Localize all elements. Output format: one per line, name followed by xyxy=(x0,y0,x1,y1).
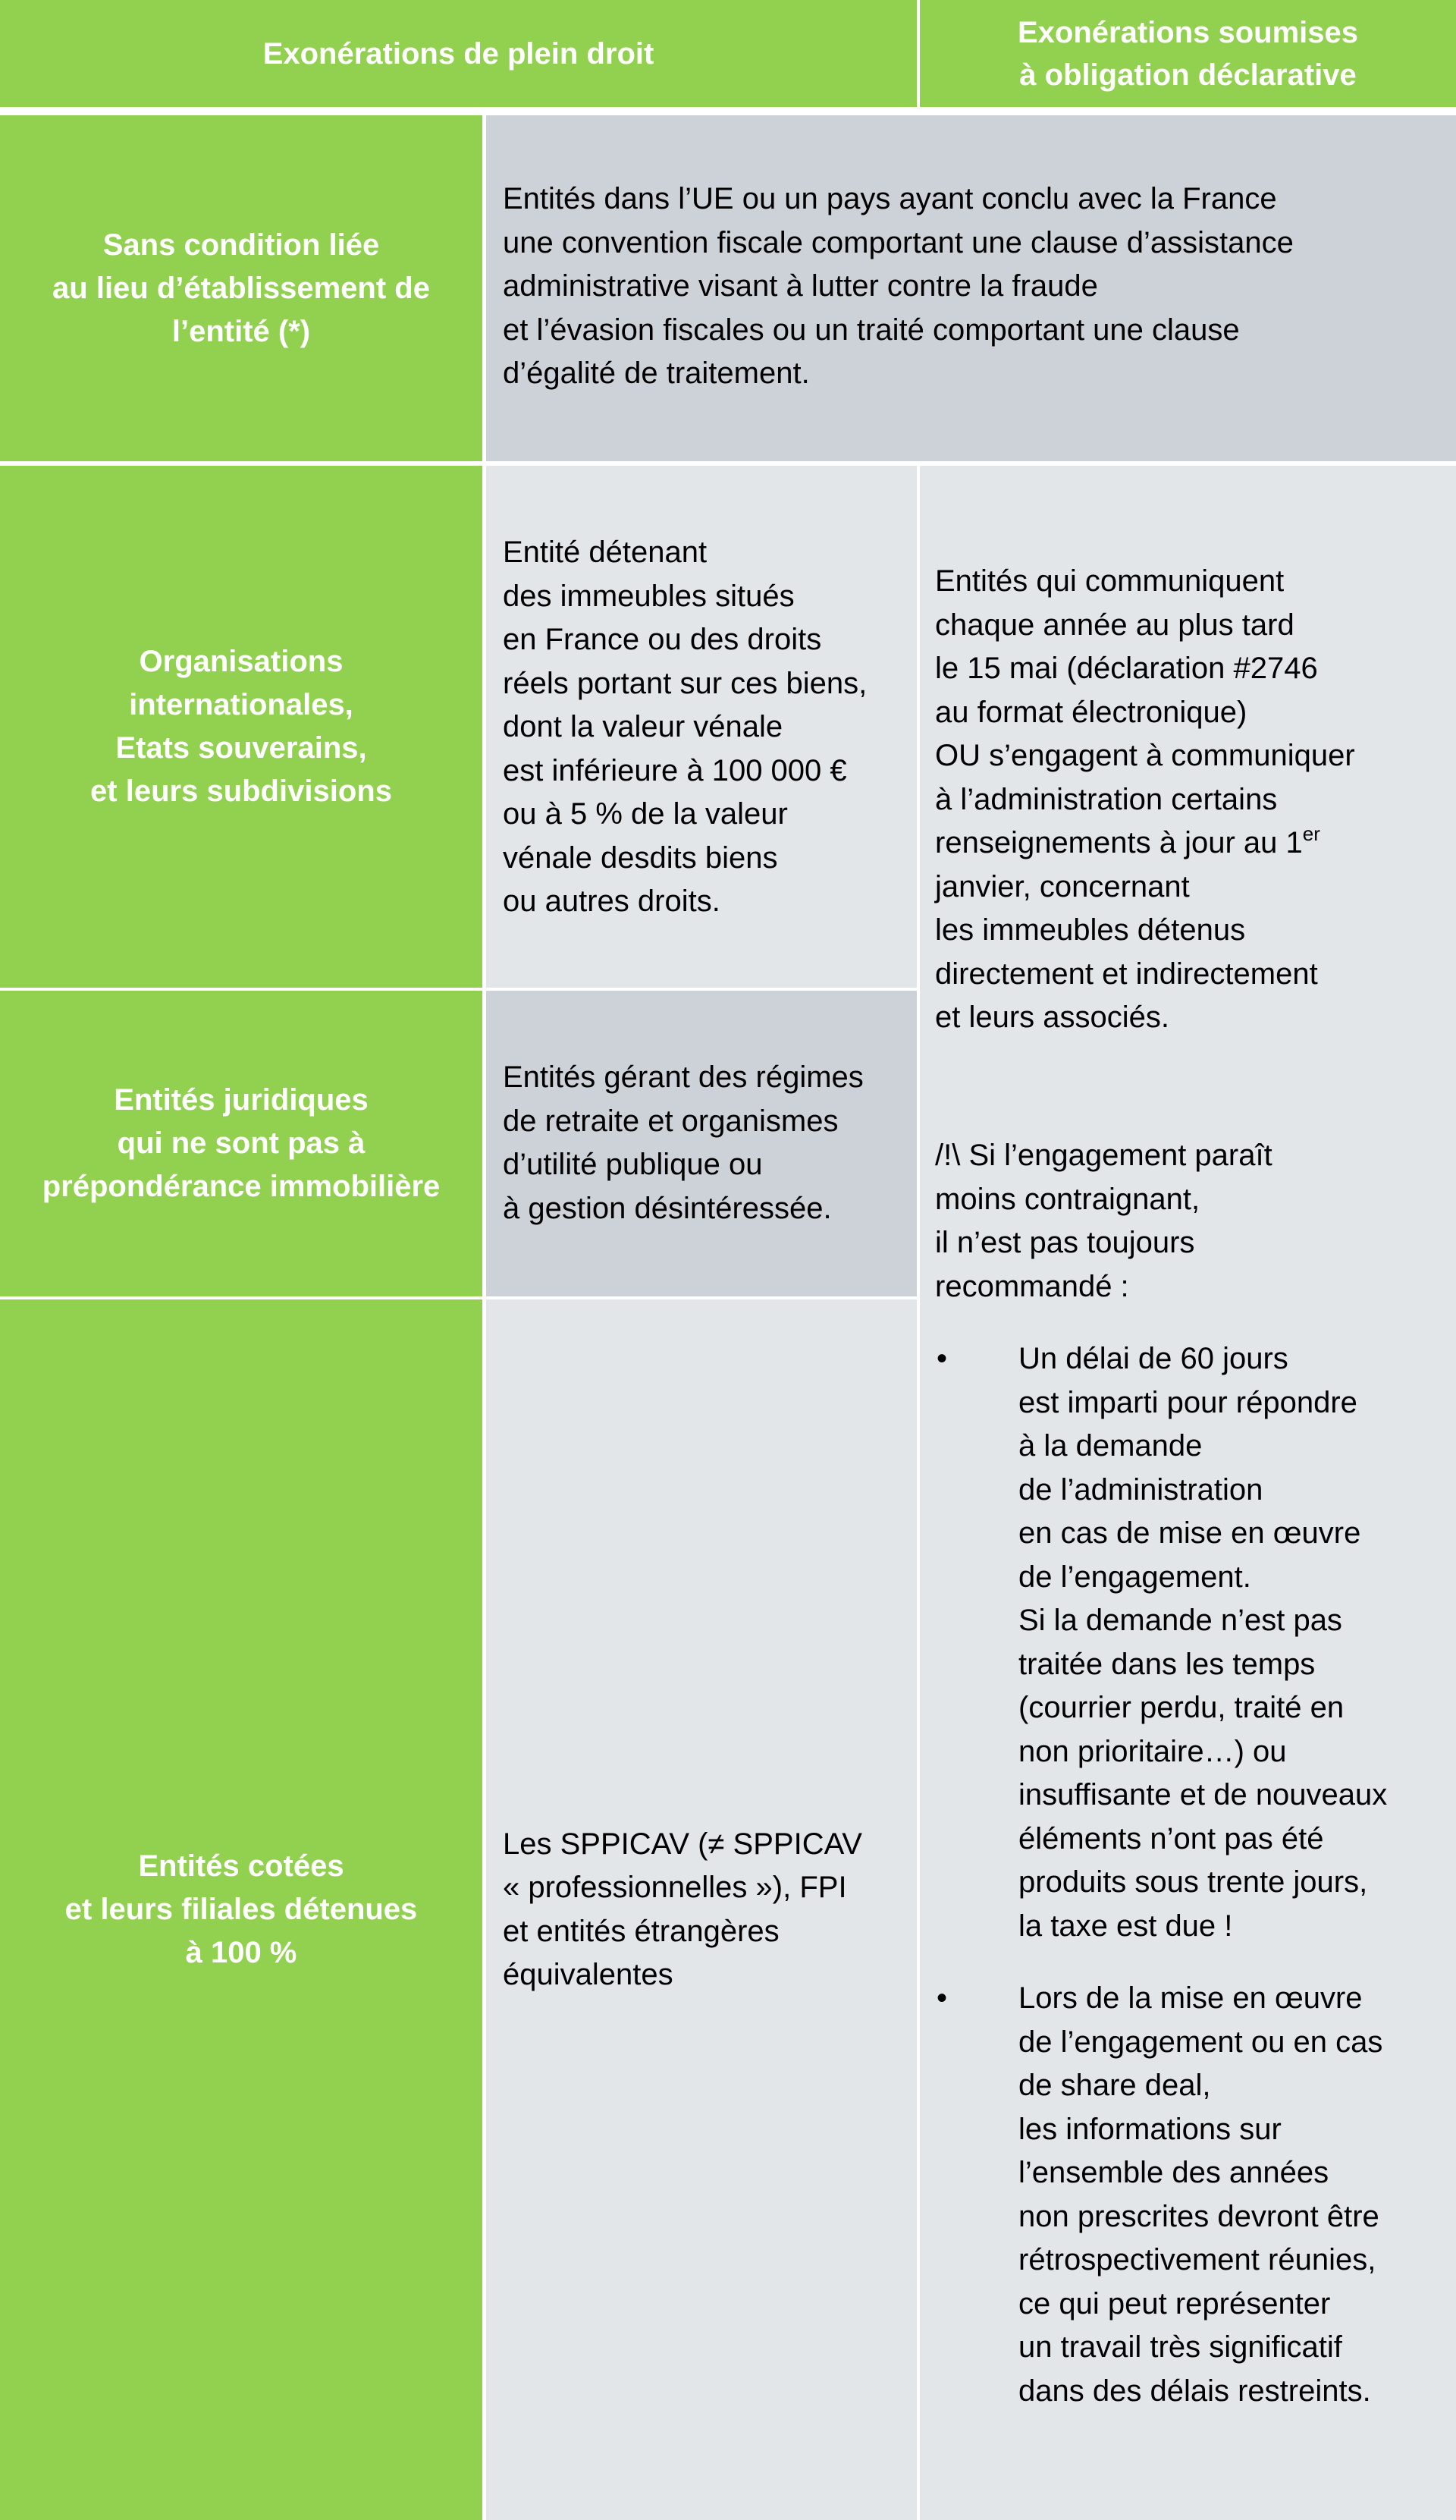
cell-entite-detenant-text-line: ou à 5 % de la valeur xyxy=(503,797,788,831)
header-plein-droit-text xyxy=(263,33,654,75)
bullet-item-delai-text-line: la taxe est due ! xyxy=(1018,1909,1233,1943)
bullet-item-share-deal-text-line: Lors de la mise en œuvre xyxy=(1018,1981,1363,2015)
cell-entite-detenant xyxy=(486,466,917,988)
cell-entite-detenant-text xyxy=(503,531,917,924)
declarative-intro-lines-line: au format électronique) xyxy=(935,695,1247,729)
row-label-sans-condition-text xyxy=(52,224,430,353)
cell-entites-ue-text-line: administrative visant à lutter contre la fraude xyxy=(503,269,1098,303)
cell-entites-ue-text-line: une convention fiscale comportant une clause d’assistance xyxy=(503,225,1294,259)
row-label-entites-juridiques-text-line: Entités juridiques xyxy=(114,1083,369,1117)
declarative-intro xyxy=(935,560,1451,1040)
declarative-warning-lines-line: recommandé : xyxy=(935,1269,1129,1303)
header-obligation-declarative-text-line: Exonérations soumises xyxy=(1017,15,1359,49)
bullet-item-share-deal-text-line: un travail très significatif xyxy=(1018,2330,1342,2364)
bullet-item-delai-text-line: insuffisante et de nouveaux xyxy=(1018,1778,1388,1811)
bullet-item-delai xyxy=(1018,1337,1456,1948)
header-plein-droit xyxy=(0,0,917,107)
bullet-item-share-deal-text-line: de l’engagement ou en cas xyxy=(1018,2025,1383,2059)
declarative-intro-rest-line: janvier, concernant xyxy=(935,869,1190,903)
declarative-intro-lines-line: le 15 mai (déclaration #2746 xyxy=(935,652,1318,685)
cell-sppicav-text-line: et entités étrangères xyxy=(503,1914,780,1948)
declarative-intro-date-text: renseignements à jour au 1 xyxy=(935,826,1303,859)
bullet-item-share-deal-text-line: l’ensemble des années xyxy=(1018,2156,1329,2189)
bullet-item-share-deal-text-line: les informations sur xyxy=(1018,2112,1282,2146)
cell-sppicav-text-line: « professionnelles »), FPI xyxy=(503,1871,847,1904)
cell-entites-ue-text xyxy=(503,178,1441,396)
declarative-warning-lines-line: il n’est pas toujours xyxy=(935,1226,1195,1259)
declarative-intro-line-date xyxy=(935,822,1451,866)
bullet-item-delai-text-line: traitée dans les temps xyxy=(1018,1647,1316,1681)
row-label-entites-juridiques-text-line: qui ne sont pas à xyxy=(117,1126,366,1160)
row-label-sans-condition xyxy=(0,115,482,461)
row-label-entites-cotees-text-line: et leurs filiales détenues xyxy=(64,1893,418,1926)
cell-entite-detenant-text-line: est inférieure à 100 000 € xyxy=(503,753,847,787)
cell-entite-detenant-text-line: des immeubles situés xyxy=(503,579,795,613)
row-label-organisations-text-line: Etats souverains, xyxy=(115,731,367,765)
cell-entites-ue-text-line: d’égalité de traitement. xyxy=(503,357,810,390)
bullet-item-share-deal-text-line: rétrospectivement réunies, xyxy=(1018,2243,1376,2276)
header-obligation-declarative-text xyxy=(1018,11,1358,96)
declarative-warning-lines-line: /!\ Si l’engagement paraît xyxy=(935,1139,1272,1172)
cell-entites-gerant-text-line: à gestion désintéressée. xyxy=(503,1191,832,1225)
cell-entites-ue xyxy=(486,115,1456,461)
cell-entite-detenant-text-line: Entité détenant xyxy=(503,536,708,569)
declarative-intro-rest-line: directement et indirectement xyxy=(935,957,1318,991)
declarative-intro-lines-line: chaque année au plus tard xyxy=(935,608,1294,642)
header-plein-droit-text-line: Exonérations de plein droit xyxy=(262,36,654,71)
bullet-item-delai-text-line: de l’administration xyxy=(1018,1472,1263,1507)
cell-sppicav-text-line: Les SPPICAV (≠ SPPICAV xyxy=(503,1827,862,1861)
row-label-organisations-text-line: et leurs subdivisions xyxy=(90,775,392,808)
declarative-warning-lines-line: moins contraignant, xyxy=(935,1182,1200,1216)
cell-sppicav-text xyxy=(503,1823,862,1997)
header-obligation-declarative-text-line: à obligation déclarative xyxy=(1019,58,1357,92)
row-label-entites-cotees-text xyxy=(65,1845,418,1975)
bullet-item-share-deal-text-line: ce qui peut représenter xyxy=(1018,2286,1331,2320)
row-label-entites-juridiques-text xyxy=(42,1079,441,1208)
declarative-intro-sup: er xyxy=(1302,822,1320,845)
row-label-organisations-text xyxy=(90,640,392,813)
row-label-entites-juridiques xyxy=(0,991,482,1296)
cell-entite-detenant-text-line: en France ou des droits xyxy=(503,623,822,656)
bullet-item-delai-text xyxy=(1018,1337,1456,1948)
bullet-item-delai-text-line: Si la demande n’est pas xyxy=(1018,1604,1342,1637)
declarative-warning xyxy=(935,1134,1451,1309)
cell-entites-ue-text-line: et l’évasion fiscales ou un traité comportant une clause xyxy=(503,313,1240,347)
bullet-item-share-deal xyxy=(1018,1977,1456,2413)
cell-entites-gerant-text-line: d’utilité publique ou xyxy=(503,1148,763,1181)
declarative-intro-lines xyxy=(935,560,1451,822)
declarative-intro-rest xyxy=(935,866,1451,1040)
declarative-intro-lines-line: Entités qui communiquent xyxy=(935,564,1285,598)
declarative-intro-rest-line: et leurs associés. xyxy=(935,1001,1170,1034)
bullet-item-delai-text-line: en cas de mise en œuvre xyxy=(1018,1516,1361,1550)
row-label-sans-condition-text-line: au lieu d’établissement de xyxy=(52,271,430,305)
cell-sppicav-text-line: équivalentes xyxy=(503,1958,673,1991)
cell-entites-gerant-text-line: de retraite et organismes xyxy=(503,1104,839,1138)
cell-entite-detenant-text-line: réels portant sur ces biens, xyxy=(503,666,868,700)
bullet-item-share-deal-text-line: dans des délais restreints. xyxy=(1018,2374,1371,2408)
bullet-item-delai-text-line: à la demande xyxy=(1018,1429,1203,1463)
bullet-item-delai-text-line: produits sous trente jours, xyxy=(1018,1865,1368,1899)
cell-entite-detenant-text-line: ou autres droits. xyxy=(503,885,720,918)
bullet-item-delai-text-line: (courrier perdu, traité en xyxy=(1018,1691,1345,1724)
row-label-entites-cotees-text-line: à 100 % xyxy=(185,1936,297,1969)
bullet-marker-2: • xyxy=(937,1981,948,2015)
cell-entite-detenant-text-line: dont la valeur vénale xyxy=(503,710,783,743)
row-label-entites-cotees xyxy=(0,1299,482,2520)
cell-obligation-declarative xyxy=(920,466,1456,2520)
cell-entites-gerant xyxy=(486,991,917,1296)
bullet-item-share-deal-text xyxy=(1018,1977,1456,2413)
row-label-sans-condition-text-line: Sans condition liée xyxy=(102,228,380,262)
bullet-item-delai-text-line: non prioritaire…) ou xyxy=(1018,1734,1287,1768)
cell-entites-gerant-text xyxy=(503,1056,917,1230)
cell-entite-detenant-text-line: vénale desdits biens xyxy=(503,841,778,875)
bullet-item-delai-text-line: de l’engagement. xyxy=(1018,1560,1251,1594)
bullet-item-delai-text-line: éléments n’ont pas été xyxy=(1018,1821,1324,1855)
declarative-intro-lines-line: à l’administration certains xyxy=(935,782,1278,816)
row-label-organisations-text-line: Organisations xyxy=(139,645,344,678)
row-label-organisations xyxy=(0,466,482,988)
declarative-intro-rest-line: les immeubles détenus xyxy=(935,913,1246,947)
bullet-item-delai-text-line: est imparti pour répondre xyxy=(1018,1385,1357,1419)
bullet-item-share-deal-text-line: de share deal, xyxy=(1018,2069,1211,2102)
cell-entites-gerant-text-line: Entités gérant des régimes xyxy=(503,1060,864,1094)
declarative-warning-lines xyxy=(935,1134,1451,1309)
declarative-intro-lines-line: OU s’engagent à communiquer xyxy=(935,739,1355,772)
cell-entites-ue-text-line: Entités dans l’UE ou un pays ayant conclu avec la France xyxy=(503,182,1277,215)
header-obligation-declarative xyxy=(920,0,1456,107)
bullet-item-share-deal-text-line: non prescrites devront être xyxy=(1018,2199,1379,2233)
row-label-entites-juridiques-text-line: prépondérance immobilière xyxy=(42,1170,441,1203)
row-label-entites-cotees-text-line: Entités cotées xyxy=(138,1849,344,1883)
bullet-item-delai-text-line: Un délai de 60 jours xyxy=(1018,1342,1288,1375)
row-label-sans-condition-text-line: l’entité (*) xyxy=(171,314,311,348)
cell-sppicav xyxy=(486,1299,917,2520)
row-label-organisations-text-line: internationales, xyxy=(129,688,353,721)
bullet-marker-1: • xyxy=(937,1342,948,1375)
